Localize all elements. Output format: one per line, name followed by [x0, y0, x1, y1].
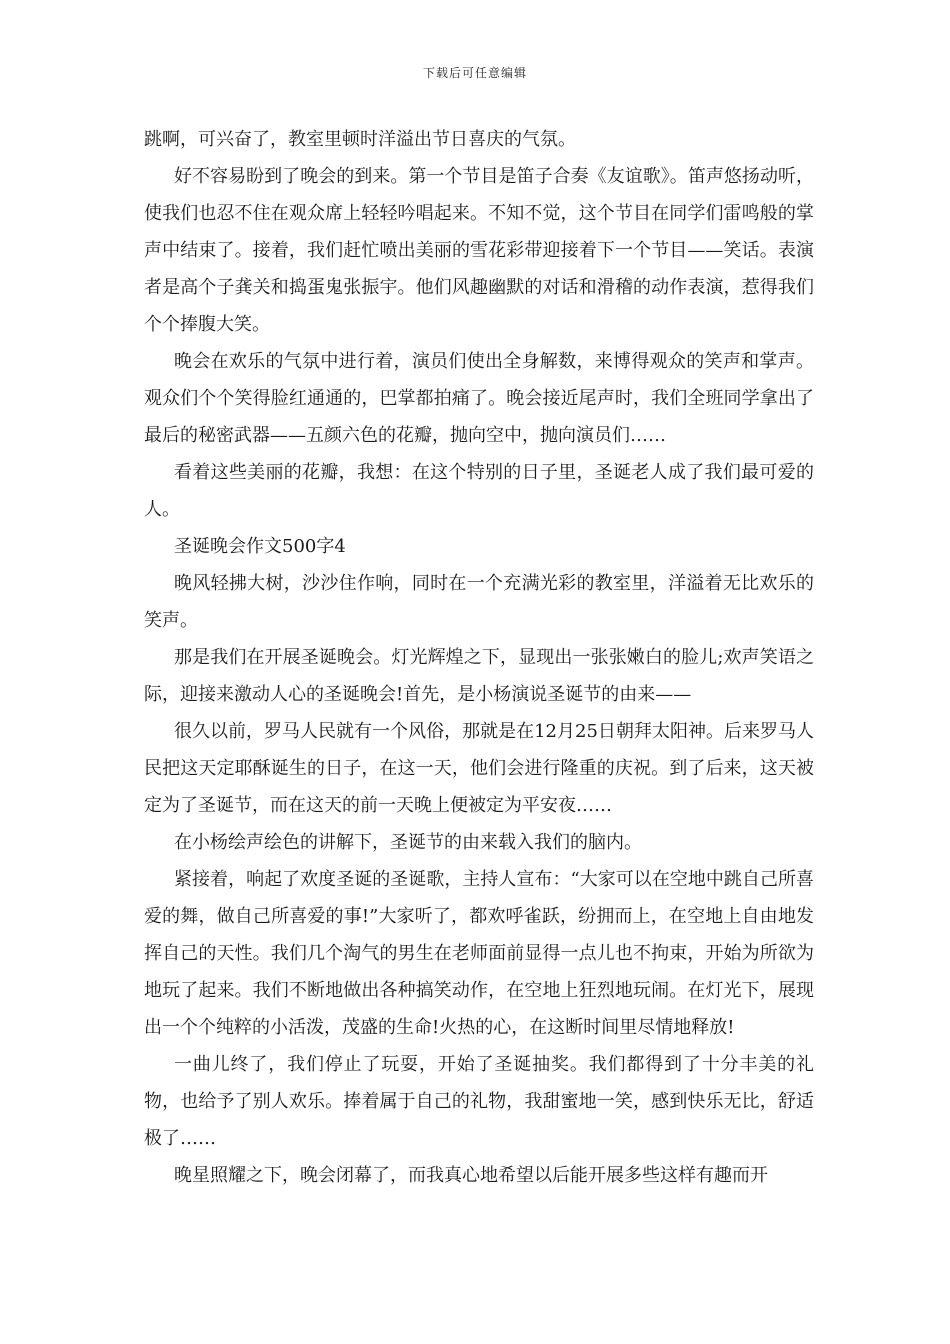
paragraph: 一曲儿终了，我们停止了玩耍，开始了圣诞抽奖。我们都得到了十分丰美的礼物，也给予了别人欢乐。捧着属于自己的礼物，我甜蜜地一笑，感到快乐无比，舒适极了…… — [144, 1054, 814, 1149]
paragraph: 晚星照耀之下，晚会闭幕了，而我真心地希望以后能开展多些这样有趣而开 — [174, 1165, 768, 1186]
paragraph: 那是我们在开展圣诞晚会。灯光辉煌之下，显现出一张张嫩白的脸儿;欢声笑语之际，迎接来激动人心的圣诞晚会!首先，是小杨演说圣诞节的由来—— — [144, 647, 814, 705]
paragraph: 好不容易盼到了晚会的到来。第一个节目是笛子合奏《友谊歌》。笛声悠扬动听，使我们也忍不住在观众席上轻轻吟唱起来。不知不觉，这个节目在同学们雷鸣般的掌声中结束了。接着，我们赶忙喷出美丽的雪花彩带迎接着下一个节目——笑话。表演者是高个子龚关和捣蛋鬼张振宇。他们风趣幽默的对话和滑稽的动作表演，惹得我们个个捧腹大笑。 — [144, 166, 814, 335]
paragraph: 看着这些美丽的花瓣，我想：在这个特别的日子里，圣诞老人成了我们最可爱的人。 — [144, 462, 814, 520]
section-heading: 圣诞晚会作文500字4 — [174, 536, 346, 557]
paragraph: 紧接着，响起了欢度圣诞的圣诞歌，主持人宣布：“大家可以在空地中跳自己所喜爱的舞，做自己所喜爱的事!”大家听了，都欢呼雀跃，纷拥而上，在空地上自由地发挥自己的天性。我们几个淘气的男生在老师面前显得一点儿也不拘束，开始为所欲为地玩了起来。我们不断地做出各种搞笑动作，在空地上狂烈地玩闹。在灯光下，展现出一个个纯粹的小活泼，茂盛的生命!火热的心，在这断时间里尽情地释放! — [144, 869, 814, 1038]
document-body — [144, 121, 814, 1194]
paragraph: 晚会在欢乐的气氛中进行着，演员们使出全身解数，来博得观众的笑声和掌声。观众们个个笑得脸红通通的，巴掌都拍痛了。晚会接近尾声时，我们全班同学拿出了最后的秘密武器——五颜六色的花瓣，抛向空中，抛向演员们…… — [144, 351, 814, 446]
page-header: 下载后可任意编辑 — [422, 66, 527, 80]
paragraph: 跳啊，可兴奋了，教室里顿时洋溢出节日喜庆的气氛。 — [144, 129, 576, 150]
paragraph: 晚风轻拂大树，沙沙住作响，同时在一个充满光彩的教室里，洋溢着无比欢乐的笑声。 — [144, 573, 814, 631]
paragraph: 在小杨绘声绘色的讲解下，圣诞节的由来载入我们的脑内。 — [174, 832, 642, 853]
paragraph: 很久以前，罗马人民就有一个风俗，那就是在12月25日朝拜太阳神。后来罗马人民把这天定耶酥诞生的日子，在这一天，他们会进行隆重的庆祝。到了后来，这天被定为了圣诞节，而在这天的前一天晚上便被定为平安夜…… — [144, 721, 814, 816]
